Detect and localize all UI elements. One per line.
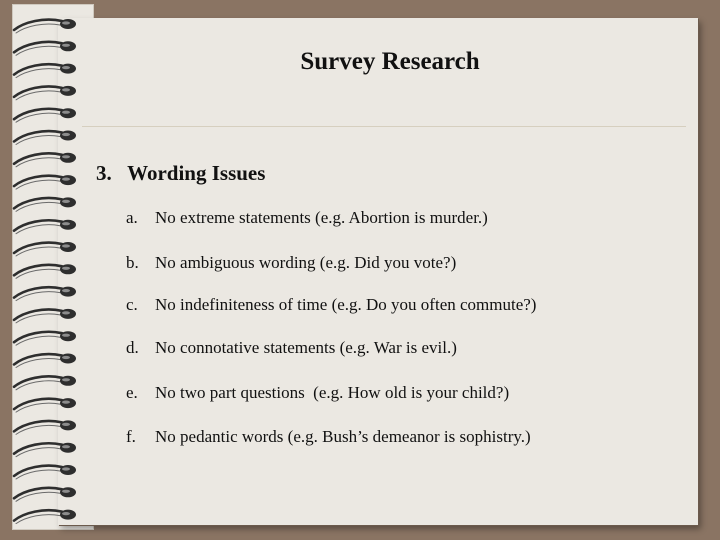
spiral-coil — [14, 309, 76, 323]
list-item-letter: b. — [126, 253, 139, 272]
spiral-coil — [14, 443, 76, 457]
spiral-coil — [14, 197, 76, 211]
list-item — [126, 383, 509, 403]
list-item-text: No ambiguous wording (e.g. Did you vote?) — [155, 253, 457, 272]
spiral-coil — [14, 331, 76, 345]
title-divider — [82, 126, 686, 127]
spiral-binding — [10, 14, 85, 524]
spiral-coil — [14, 287, 76, 301]
list-item-text: No two part questions (e.g. How old is your child?) — [155, 383, 510, 402]
spiral-coil — [14, 175, 76, 189]
spiral-coil — [14, 420, 76, 434]
spiral-coil — [14, 86, 76, 100]
spiral-coil — [14, 487, 76, 501]
spiral-coil — [14, 19, 76, 33]
list-item — [126, 253, 456, 273]
list-item — [126, 295, 536, 315]
section-heading: 3. Wording Issues — [96, 161, 266, 185]
list-item — [126, 338, 457, 358]
spiral-coil — [14, 153, 76, 167]
list-item-letter: e. — [126, 383, 138, 402]
list-item-letter: c. — [126, 295, 138, 314]
list-item-letter: a. — [126, 208, 138, 227]
spiral-coil — [14, 220, 76, 234]
spiral-coil — [14, 242, 76, 256]
spiral-coil — [14, 264, 76, 278]
list-item — [126, 208, 488, 228]
list-item-letter: f. — [126, 427, 136, 446]
spiral-coil — [14, 398, 76, 412]
list-item-text: No connotative statements (e.g. War is evil.) — [155, 338, 457, 357]
spiral-coil — [14, 510, 76, 524]
list-item-letter: d. — [126, 338, 139, 357]
list-item — [126, 427, 531, 447]
spiral-coil — [14, 465, 76, 479]
spiral-coil — [14, 354, 76, 368]
spiral-coil — [14, 108, 76, 122]
spiral-coil — [14, 131, 76, 145]
slide-title: Survey Research — [300, 48, 480, 75]
list-item-text: No indefiniteness of time (e.g. Do you often commute?) — [155, 295, 537, 314]
list-item-text: No pedantic words (e.g. Bush’s demeanor is sophistry.) — [155, 427, 531, 446]
spiral-coil — [14, 376, 76, 390]
list-item-text: No extreme statements (e.g. Abortion is murder.) — [155, 208, 488, 227]
